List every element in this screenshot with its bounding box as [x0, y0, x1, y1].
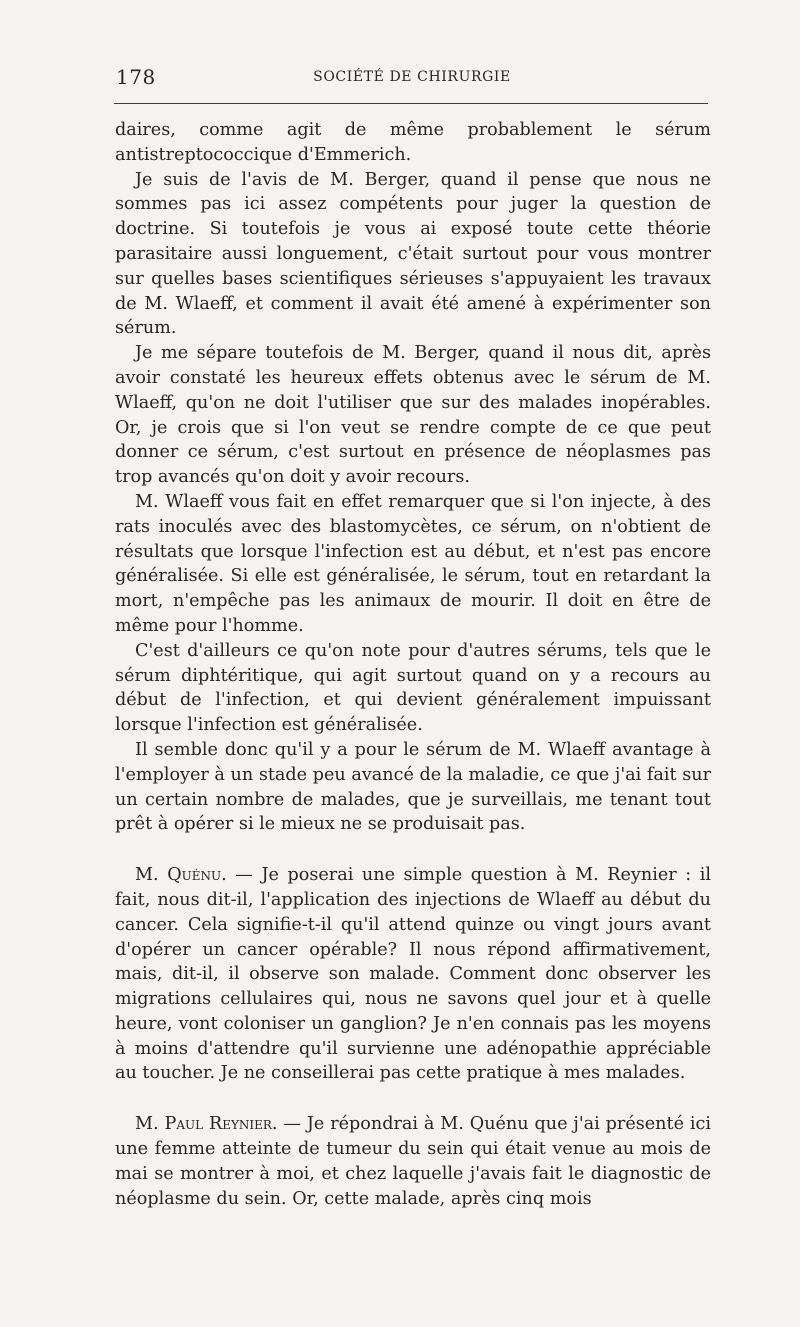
running-header	[116, 66, 708, 88]
speaker-paragraph-reynier	[115, 1112, 711, 1211]
speaker-name: M. Paul Reynier.	[135, 1114, 278, 1135]
paragraph: M. Wlaeff vous fait en effet remarquer que si l'on injecte, à des rats inoculés avec des blastomycètes, ce sérum, on n'obtient de résultats que lorsque l'infection est au début, et n'est pas encore généralisée. Si elle est généralisée, le sérum, tout en retardant la mort, n'empêche pas les animaux de mourir. Il doit en être de même pour l'homme.	[115, 491, 711, 636]
paragraph: C'est d'ailleurs ce qu'on note pour d'autres sérums, tels que le sérum diphtéritique, qui agit surtout quand on y a recours au début de l'infection, et qui devient généralement impuissant lorsque l'infection est généralisée.	[115, 640, 711, 736]
running-title: SOCIÉTÉ DE CHIRURGIE	[313, 69, 511, 85]
speaker-text: — Je poserai une simple question à M. Reynier : il fait, nous dit-il, l'application des injections de Wlaeff au début du cancer. Cela signifie-t-il qu'il attend quinze ou vingt jours avant d'opérer un cancer opérable? Il nous répond affirmativement, mais, dit-il, il observe son malade. Comment donc observer les migrations cellulaires qui, nous ne savons quel jour et à quelle heure, vont coloniser un ganglion? Je n'en connais pas les moyens à moins d'attendre qu'il survienne une adénopathie appréciable au toucher. Je ne conseillerai pas cette pratique à mes malades.	[115, 865, 711, 1084]
header-rule	[114, 103, 708, 104]
speaker-paragraph-quenu	[115, 863, 711, 1086]
body-text	[115, 118, 711, 1211]
speaker-text: — Je répondrai à M. Quénu que j'ai présenté ici une femme atteinte de tumeur du sein qui était venue au mois de mai se montrer à moi, et chez laquelle j'avais fait le diagnostic de néoplasme du sein. Or, cette malade, après cinq mois	[115, 1114, 711, 1209]
paragraph: Je suis de l'avis de M. Berger, quand il pense que nous ne sommes pas ici assez compétents pour juger la question de doctrine. Si toutefois je vous ai exposé toute cette théorie parasitaire aussi longuement, c'était surtout pour vous montrer sur quelles bases scientifiques sérieuses s'appuyaient les travaux de M. Wlaeff, et comment il avait été amené à expérimenter son sérum.	[115, 169, 711, 339]
paragraph: Je me sépare toutefois de M. Berger, quand il nous dit, après avoir constaté les heureux effets obtenus avec le sérum de M. Wlaeff, qu'on ne doit l'utiliser que sur des malades inopérables. Or, je crois que si l'on veut se rendre compte de ce que peut donner ce sérum, c'est surtout en présence de néoplasmes pas trop avancés qu'on doit y avoir recours.	[115, 343, 711, 488]
paragraph: daires, comme agit de même probablement le sérum antistreptococcique d'Emmerich.	[115, 120, 711, 165]
paragraph: Il semble donc qu'il y a pour le sérum de M. Wlaeff avantage à l'employer à un stade peu avancé de la maladie, ce que j'ai fait sur un certain nombre de malades, que je surveillais, me tenant tout prêt à opérer si le mieux ne se produisait pas.	[115, 739, 711, 835]
speaker-name: M. Quénu.	[135, 865, 227, 886]
page-number: 178	[116, 65, 156, 89]
